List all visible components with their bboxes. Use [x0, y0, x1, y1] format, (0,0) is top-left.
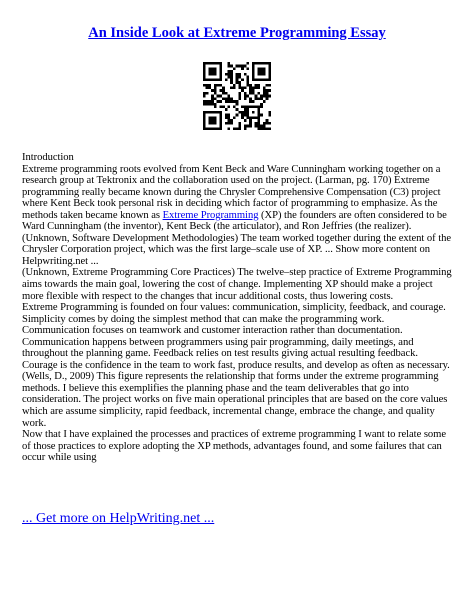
document-title-link[interactable]: An Inside Look at Extreme Programming Essay — [88, 25, 386, 41]
qr-code-graphic — [203, 62, 271, 130]
paragraph-1-text-b: (XP) the founders are often considered to be Ward Cunningham (the inventor), Kent Beck (the articulator), and Ron Jeffries (the realizer). (Unknown, Software Development Methodologies) The team worked together during the extent of the Chrysler Corporation project, which was the first large–scale use of XP. ... Show more content on Helpwriting.net ... — [22, 209, 451, 267]
paragraph-1 — [22, 164, 454, 268]
extreme-programming-link[interactable]: Extreme Programming — [162, 209, 259, 221]
essay-body — [22, 152, 454, 464]
section-heading: Introduction — [22, 152, 74, 163]
paragraph-2: (Unknown, Extreme Programming Core Practices) The twelve–step practice of Extreme Programming aims towards the main goal, lowering the cost of change. Implementing XP should make a project more flexible with respect to the changes that incur additional costs, thus lowering costs. — [22, 267, 452, 302]
get-more-link[interactable]: ... Get more on HelpWriting.net ... — [22, 511, 215, 526]
paragraph-1-text-a: Extreme programming roots evolved from Kent Beck and Ware Cunningham working together on a research group at Tektronix and the collaboration used on the project. (Larman, pg. 170) Extreme programming really became known during the Chrysler Comprehensive Compensation (C3) project where Kent Beck took personal risk in deciding which factor of programming to emphasize. As the methods taken became known as — [22, 163, 441, 221]
qr-code-icon — [203, 62, 271, 130]
paragraph-4: Now that I have explained the processes and practices of extreme programming I want to relate some of those practices to explore adopting the XP methods, advantages found, and some failures that can occur while using — [22, 429, 446, 464]
paragraph-3: Extreme Programming is founded on four values: communication, simplicity, feedback, and courage. Simplicity comes by doing the simplest method that can make the programming work. Communication focuses on teamwork and customer interaction rather than documentation. Communication happens between programmers using pair programming, daily meetings, and throughout the planning game. Feedback relies on test results giving actual resulting feedback. Courage is the confidence in the team to work fast, produce results, and develop as often as necessary. (Wells, D., 2009) This figure represents the relationship that forms under the extreme programming methods. I believe this exemplifies the planning phase and the team deliverables that go into consideration. The project works on five main operational principles that are based on the core values which are assume simplicity, rapid feedback, incremental change, embrace the change, and quality work. — [22, 302, 450, 429]
